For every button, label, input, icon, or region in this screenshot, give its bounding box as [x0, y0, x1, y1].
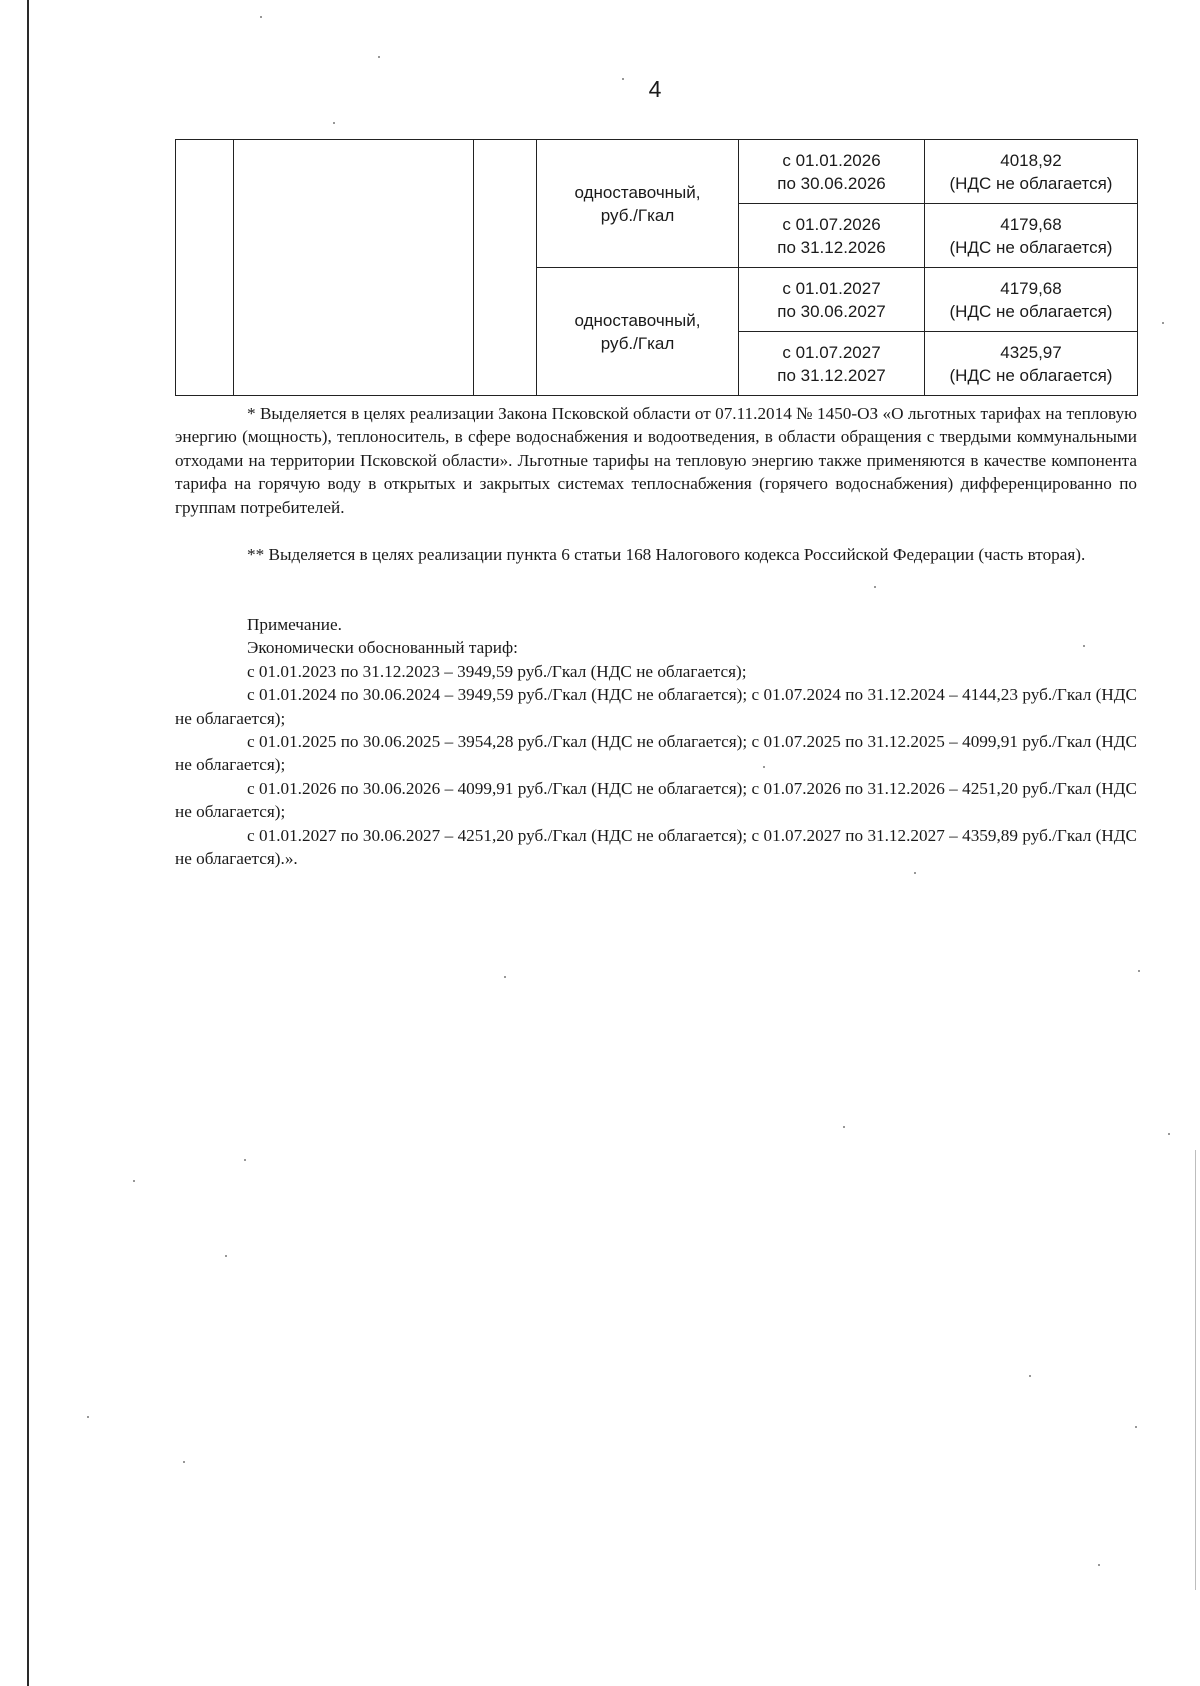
- scan-speck: [1168, 1133, 1170, 1135]
- tariff-value-cell: 4179,68 (НДС не облагается): [925, 204, 1138, 268]
- scan-speck: [874, 586, 876, 588]
- period-cell: с 01.07.2026 по 31.12.2026: [739, 204, 925, 268]
- scan-left-edge: [27, 0, 29, 1686]
- scan-speck: [244, 1159, 246, 1161]
- scan-speck: [87, 1416, 89, 1418]
- period-cell: с 01.01.2026 по 30.06.2026: [739, 140, 925, 204]
- empty-cell: [176, 140, 234, 396]
- scan-speck: [622, 78, 624, 80]
- scan-speck: [914, 872, 916, 874]
- scan-speck: [225, 1255, 227, 1257]
- note-line: с 01.01.2024 по 30.06.2024 – 3949,59 руб./Гкал (НДС не облагается); с 01.07.2024 по 31.12.2024 – 4144,23 руб./Гкал (НДС не облагается);: [175, 685, 1137, 728]
- scan-speck: [1138, 970, 1140, 972]
- scan-speck: [1029, 1375, 1031, 1377]
- scan-right-edge: [1195, 1150, 1196, 1590]
- scan-speck: [843, 1126, 845, 1128]
- scan-speck: [260, 16, 262, 18]
- footnote-vat: ** Выделяется в целях реализации пункта 6 статьи 168 Налогового кодекса Российской Федерации (часть вторая).: [247, 545, 1086, 564]
- note-line: с 01.01.2026 по 30.06.2026 – 4099,91 руб./Гкал (НДС не облагается); с 01.07.2026 по 31.12.2026 – 4251,20 руб./Гкал (НДС не облагается);: [175, 778, 1137, 822]
- tariff-value-cell: 4179,68 (НДС не облагается): [925, 268, 1138, 332]
- note-subheading: Экономически обоснованный тариф:: [247, 638, 518, 658]
- scan-speck: [378, 56, 380, 58]
- note-line: с 01.01.2025 по 30.06.2025 – 3954,28 руб./Гкал (НДС не облагается); с 01.07.2025 по 31.12.2025 – 4099,91 руб./Гкал (НДС не облагается);: [175, 732, 1137, 775]
- footnote-benefit-tariffs: * Выделяется в целях реализации Закона Псковской области от 07.11.2014 № 1450-ОЗ «О льготных тарифах на тепловую энергию (мощность), теплоноситель, в сфере водоснабжения и водоотведения, в области обращения с твердыми коммунальными отходами на территории Псковской области». Льготные тарифы на тепловую энергию также применяются в качестве компонента тарифа на горячую воду в открытых и закрытых системах теплоснабжения (горячего водоснабжения) дифференцированно по группам потребителей.: [175, 404, 1137, 517]
- scan-speck: [1135, 1426, 1137, 1428]
- rate-type-cell: одноставочный, руб./Гкал: [537, 268, 739, 396]
- empty-cell: [474, 140, 537, 396]
- note-line: с 01.01.2027 по 30.06.2027 – 4251,20 руб./Гкал (НДС не облагается); с 01.07.2027 по 31.12.2027 – 4359,89 руб./Гкал (НДС не облагается).».: [175, 825, 1137, 869]
- tariff-value-cell: 4325,97 (НДС не облагается): [925, 332, 1138, 396]
- period-cell: с 01.01.2027 по 30.06.2027: [739, 268, 925, 332]
- empty-cell: [234, 140, 474, 396]
- note-line: с 01.01.2023 по 31.12.2023 – 3949,59 руб./Гкал (НДС не облагается);: [247, 661, 747, 681]
- scan-speck: [133, 1180, 135, 1182]
- tariff-table: [175, 139, 1138, 396]
- scan-speck: [1162, 322, 1164, 324]
- table-row: [176, 140, 1138, 204]
- scan-speck: [1083, 645, 1085, 647]
- note-heading: Примечание.: [247, 615, 342, 634]
- scan-speck: [183, 1461, 185, 1463]
- period-cell: с 01.07.2027 по 31.12.2027: [739, 332, 925, 396]
- tariff-value-cell: 4018,92 (НДС не облагается): [925, 140, 1138, 204]
- scan-speck: [1098, 1564, 1100, 1566]
- note-section: [175, 613, 1137, 870]
- scan-speck: [333, 122, 335, 124]
- page-number: 4: [648, 76, 662, 102]
- scan-speck: [763, 766, 765, 768]
- scan-speck: [504, 976, 506, 978]
- rate-type-cell: одноставочный, руб./Гкал: [537, 140, 739, 268]
